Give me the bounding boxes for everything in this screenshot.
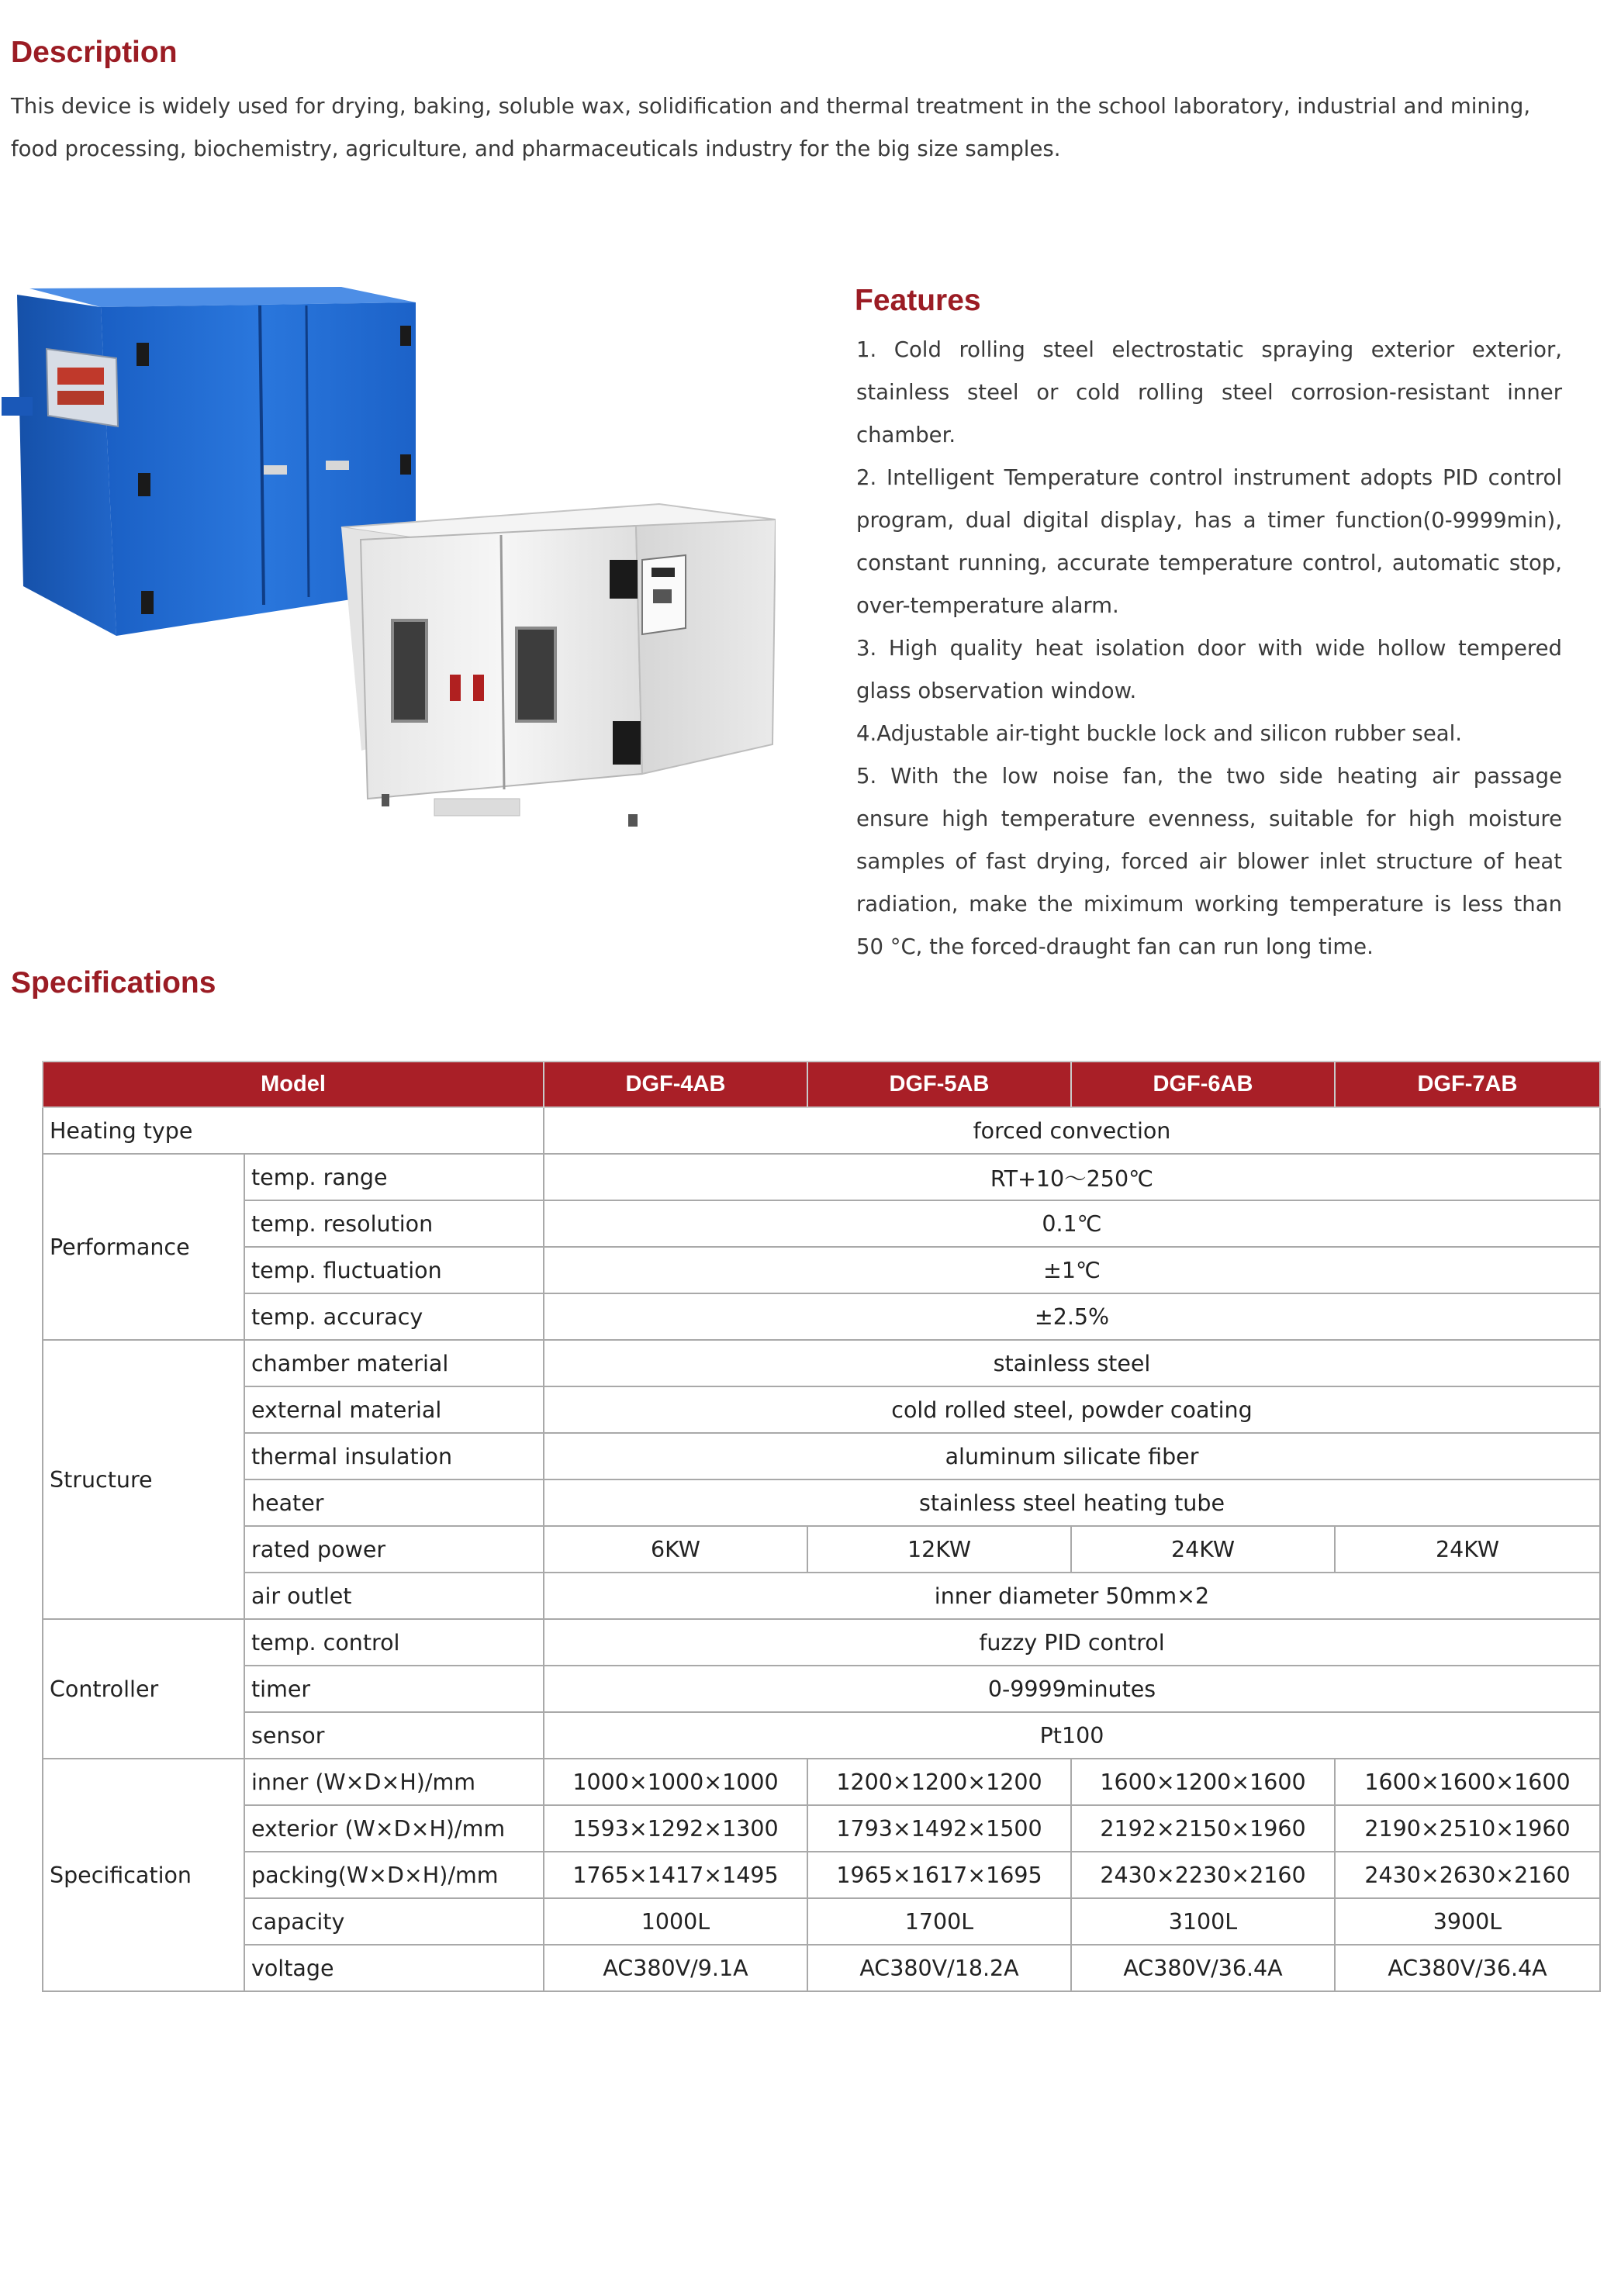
specifications-heading: Specifications [11,966,216,1000]
table-row [43,1433,1600,1479]
cell-value: 2430×2630×2160 [1335,1852,1600,1898]
row-value: Pt100 [544,1712,1600,1759]
cell-value: 24KW [1071,1526,1335,1573]
group-label-controller: Controller [43,1619,244,1759]
cell-value: 12KW [807,1526,1071,1573]
table-row [43,1945,1600,1991]
table-row [43,1293,1600,1340]
feature-item: 2. Intelligent Temperature control instrument adopts PID control program, dual digital display, has a timer function(0-9999min), constant running, accurate temperature control, automatic stop, over-temperature alarm. [856,465,1562,618]
row-label: external material [244,1386,544,1433]
row-value: cold rolled steel, powder coating [544,1386,1600,1433]
row-value: fuzzy PID control [544,1619,1600,1666]
table-row [43,1619,1600,1666]
cell-value: 2192×2150×1960 [1071,1805,1335,1852]
row-label: chamber material [244,1340,544,1386]
table-row [43,1573,1600,1619]
cell-value: 1000L [544,1898,807,1945]
cell-value: 2430×2230×2160 [1071,1852,1335,1898]
table-row [43,1247,1600,1293]
white-drying-oven-image [341,504,776,827]
cell-value: 1700L [807,1898,1071,1945]
cell-value: 3900L [1335,1898,1600,1945]
feature-item: 1. Cold rolling steel electrostatic spraying exterior exterior, stainless steel or cold rolling steel corrosion-resistant inner chamber. [856,337,1562,447]
row-label: inner (W×D×H)/mm [244,1759,544,1805]
cell-value: 2190×2510×1960 [1335,1805,1600,1852]
row-label: temp. range [244,1154,544,1200]
row-label: capacity [244,1898,544,1945]
cell-value: 1600×1200×1600 [1071,1759,1335,1805]
cell-value: 3100L [1071,1898,1335,1945]
header-dgf-7ab: DGF-7AB [1335,1062,1600,1107]
cell-value: 1600×1600×1600 [1335,1759,1600,1805]
feature-item: 5. With the low noise fan, the two side heating air passage ensure high temperature evenness, suitable for high moisture samples of fast drying, forced air blower inlet structure of heat radiation, make the miximum working temperature is less than 50 °C, the forced-draught fan can run long time. [856,764,1562,959]
cell-value: 1965×1617×1695 [807,1852,1071,1898]
features-heading: Features [855,284,981,317]
header-dgf-5ab: DGF-5AB [807,1062,1071,1107]
row-value: ±1℃ [544,1247,1600,1293]
table-row [43,1666,1600,1712]
header-dgf-6ab: DGF-6AB [1071,1062,1335,1107]
row-value: inner diameter 50mm×2 [544,1573,1600,1619]
row-label: thermal insulation [244,1433,544,1479]
row-value: aluminum silicate fiber [544,1433,1600,1479]
table-row [43,1805,1600,1852]
row-label: air outlet [244,1573,544,1619]
features-list [856,329,1562,968]
table-row [43,1712,1600,1759]
row-value: stainless steel [544,1340,1600,1386]
cell-value: 24KW [1335,1526,1600,1573]
cell-value: AC380V/18.2A [807,1945,1071,1991]
table-row [43,1154,1600,1200]
row-value: forced convection [544,1107,1600,1154]
table-row [43,1852,1600,1898]
group-label-performance: Performance [43,1154,244,1340]
row-label: packing(W×D×H)/mm [244,1852,544,1898]
row-label: temp. fluctuation [244,1247,544,1293]
table-row [43,1898,1600,1945]
table-row [43,1759,1600,1805]
feature-item: 3. High quality heat isolation door with wide hollow tempered glass observation window. [856,636,1562,703]
feature-item: 4.Adjustable air-tight buckle lock and silicon rubber seal. [856,721,1463,746]
table-row [43,1107,1600,1154]
row-label: temp. control [244,1619,544,1666]
row-label: sensor [244,1712,544,1759]
row-label: exterior (W×D×H)/mm [244,1805,544,1852]
group-label-structure: Structure [43,1340,244,1619]
cell-value: 1793×1492×1500 [807,1805,1071,1852]
cell-value: 1593×1292×1300 [544,1805,807,1852]
row-label: rated power [244,1526,544,1573]
specifications-table [42,1061,1601,1992]
cell-value: 6KW [544,1526,807,1573]
row-value: 0.1℃ [544,1200,1600,1247]
table-row [43,1526,1600,1573]
cell-value: 1200×1200×1200 [807,1759,1071,1805]
product-image [0,271,776,845]
row-value: RT+10～250℃ [544,1154,1600,1200]
cell-value: AC380V/9.1A [544,1945,807,1991]
row-label: voltage [244,1945,544,1991]
table-header-row [43,1062,1600,1107]
header-dgf-4ab: DGF-4AB [544,1062,807,1107]
table-row [43,1386,1600,1433]
cell-value: AC380V/36.4A [1335,1945,1600,1991]
cell-value: 1765×1417×1495 [544,1852,807,1898]
row-label: Heating type [43,1107,544,1154]
cell-value: AC380V/36.4A [1071,1945,1335,1991]
row-value: stainless steel heating tube [544,1479,1600,1526]
row-label: timer [244,1666,544,1712]
description-heading: Description [11,36,178,69]
table-row [43,1200,1600,1247]
row-label: temp. accuracy [244,1293,544,1340]
table-row [43,1479,1600,1526]
row-value: ±2.5% [544,1293,1600,1340]
group-label-specification: Specification [43,1759,244,1991]
cell-value: 1000×1000×1000 [544,1759,807,1805]
row-value: 0-9999minutes [544,1666,1600,1712]
row-label: temp. resolution [244,1200,544,1247]
table-row [43,1340,1600,1386]
row-label: heater [244,1479,544,1526]
description-text: This device is widely used for drying, baking, soluble wax, solidification and thermal treatment in the school laboratory, industrial and mining, food processing, biochemistry, agriculture, and pharmaceuticals industry for the big size samples. [11,94,1531,161]
header-model: Model [43,1062,544,1107]
